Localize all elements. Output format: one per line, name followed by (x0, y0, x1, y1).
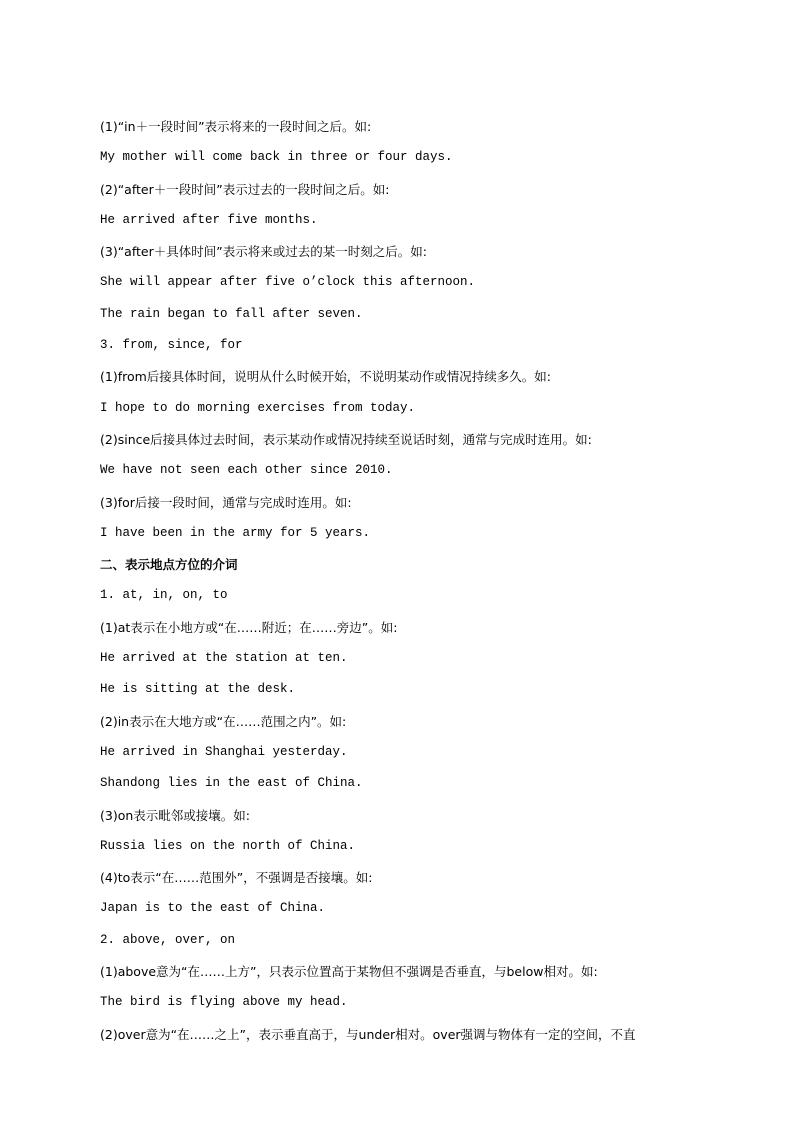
example-sentence: 2. above, over, on (100, 932, 236, 947)
example-sentence: He arrived in Shanghai yesterday. (100, 744, 348, 759)
example-sentence: 3. from, since, for (100, 338, 243, 353)
example-sentence: 1. at, in, on, to (100, 588, 228, 603)
example-sentence: He arrived at the station at ten. (100, 651, 348, 666)
example-sentence: I hope to do morning exercises from today. (100, 400, 416, 415)
explanation-line: (3)for后接一段时间，通常与完成时连用。如: (100, 494, 352, 510)
example-sentence: He arrived after five months. (100, 212, 318, 227)
example-sentence: Shandong lies in the east of China. (100, 776, 363, 791)
example-sentence: The rain began to fall after seven. (100, 306, 363, 321)
example-sentence: She will appear after five o’clock this afternoon. (100, 275, 476, 290)
explanation-line: (3)“after＋具体时间”表示将来或过去的某一时刻之后。如: (100, 244, 427, 260)
example-sentence: Japan is to the east of China. (100, 901, 326, 916)
explanation-line: (1)above意为“在……上方”，只表示位置高于某物但不强调是否垂直，与below相对。如: (100, 964, 598, 980)
explanation-line: (2)over意为“在……之上”，表示垂直高于，与under相对。over强调与物体有一定的空间，不直 (100, 1026, 636, 1042)
explanation-line: (2)in表示在大地方或“在……范围之内”。如: (100, 713, 347, 729)
example-sentence: Russia lies on the north of China. (100, 838, 356, 853)
example-sentence: He is sitting at the desk. (100, 682, 296, 697)
example-sentence: My mother will come back in three or four days. (100, 150, 453, 165)
explanation-line: (4)to表示“在……范围外”，不强调是否接壤。如: (100, 870, 373, 886)
explanation-line: (1)at表示在小地方或“在……附近；在……旁边”。如: (100, 619, 398, 635)
explanation-line: (2)“after＋一段时间”表示过去的一段时间之后。如: (100, 181, 390, 197)
example-sentence: The bird is flying above my head. (100, 995, 348, 1010)
explanation-line: (3)on表示毗邻或接壤。如: (100, 807, 250, 823)
explanation-line: (2)since后接具体过去时间，表示某动作或情况持续至说话时刻，通常与完成时连用。如: (100, 431, 592, 447)
example-sentence: We have not seen each other since 2010. (100, 463, 393, 478)
explanation-line: (1)“in＋一段时间”表示将来的一段时间之后。如: (100, 119, 372, 134)
example-sentence: I have been in the army for 5 years. (100, 525, 371, 540)
document-page (100, 111, 740, 1050)
explanation-line: (1)from后接具体时间，说明从什么时候开始，不说明某动作或情况持续多久。如: (100, 369, 552, 385)
section-heading: 二、表示地点方位的介词 (100, 557, 238, 573)
